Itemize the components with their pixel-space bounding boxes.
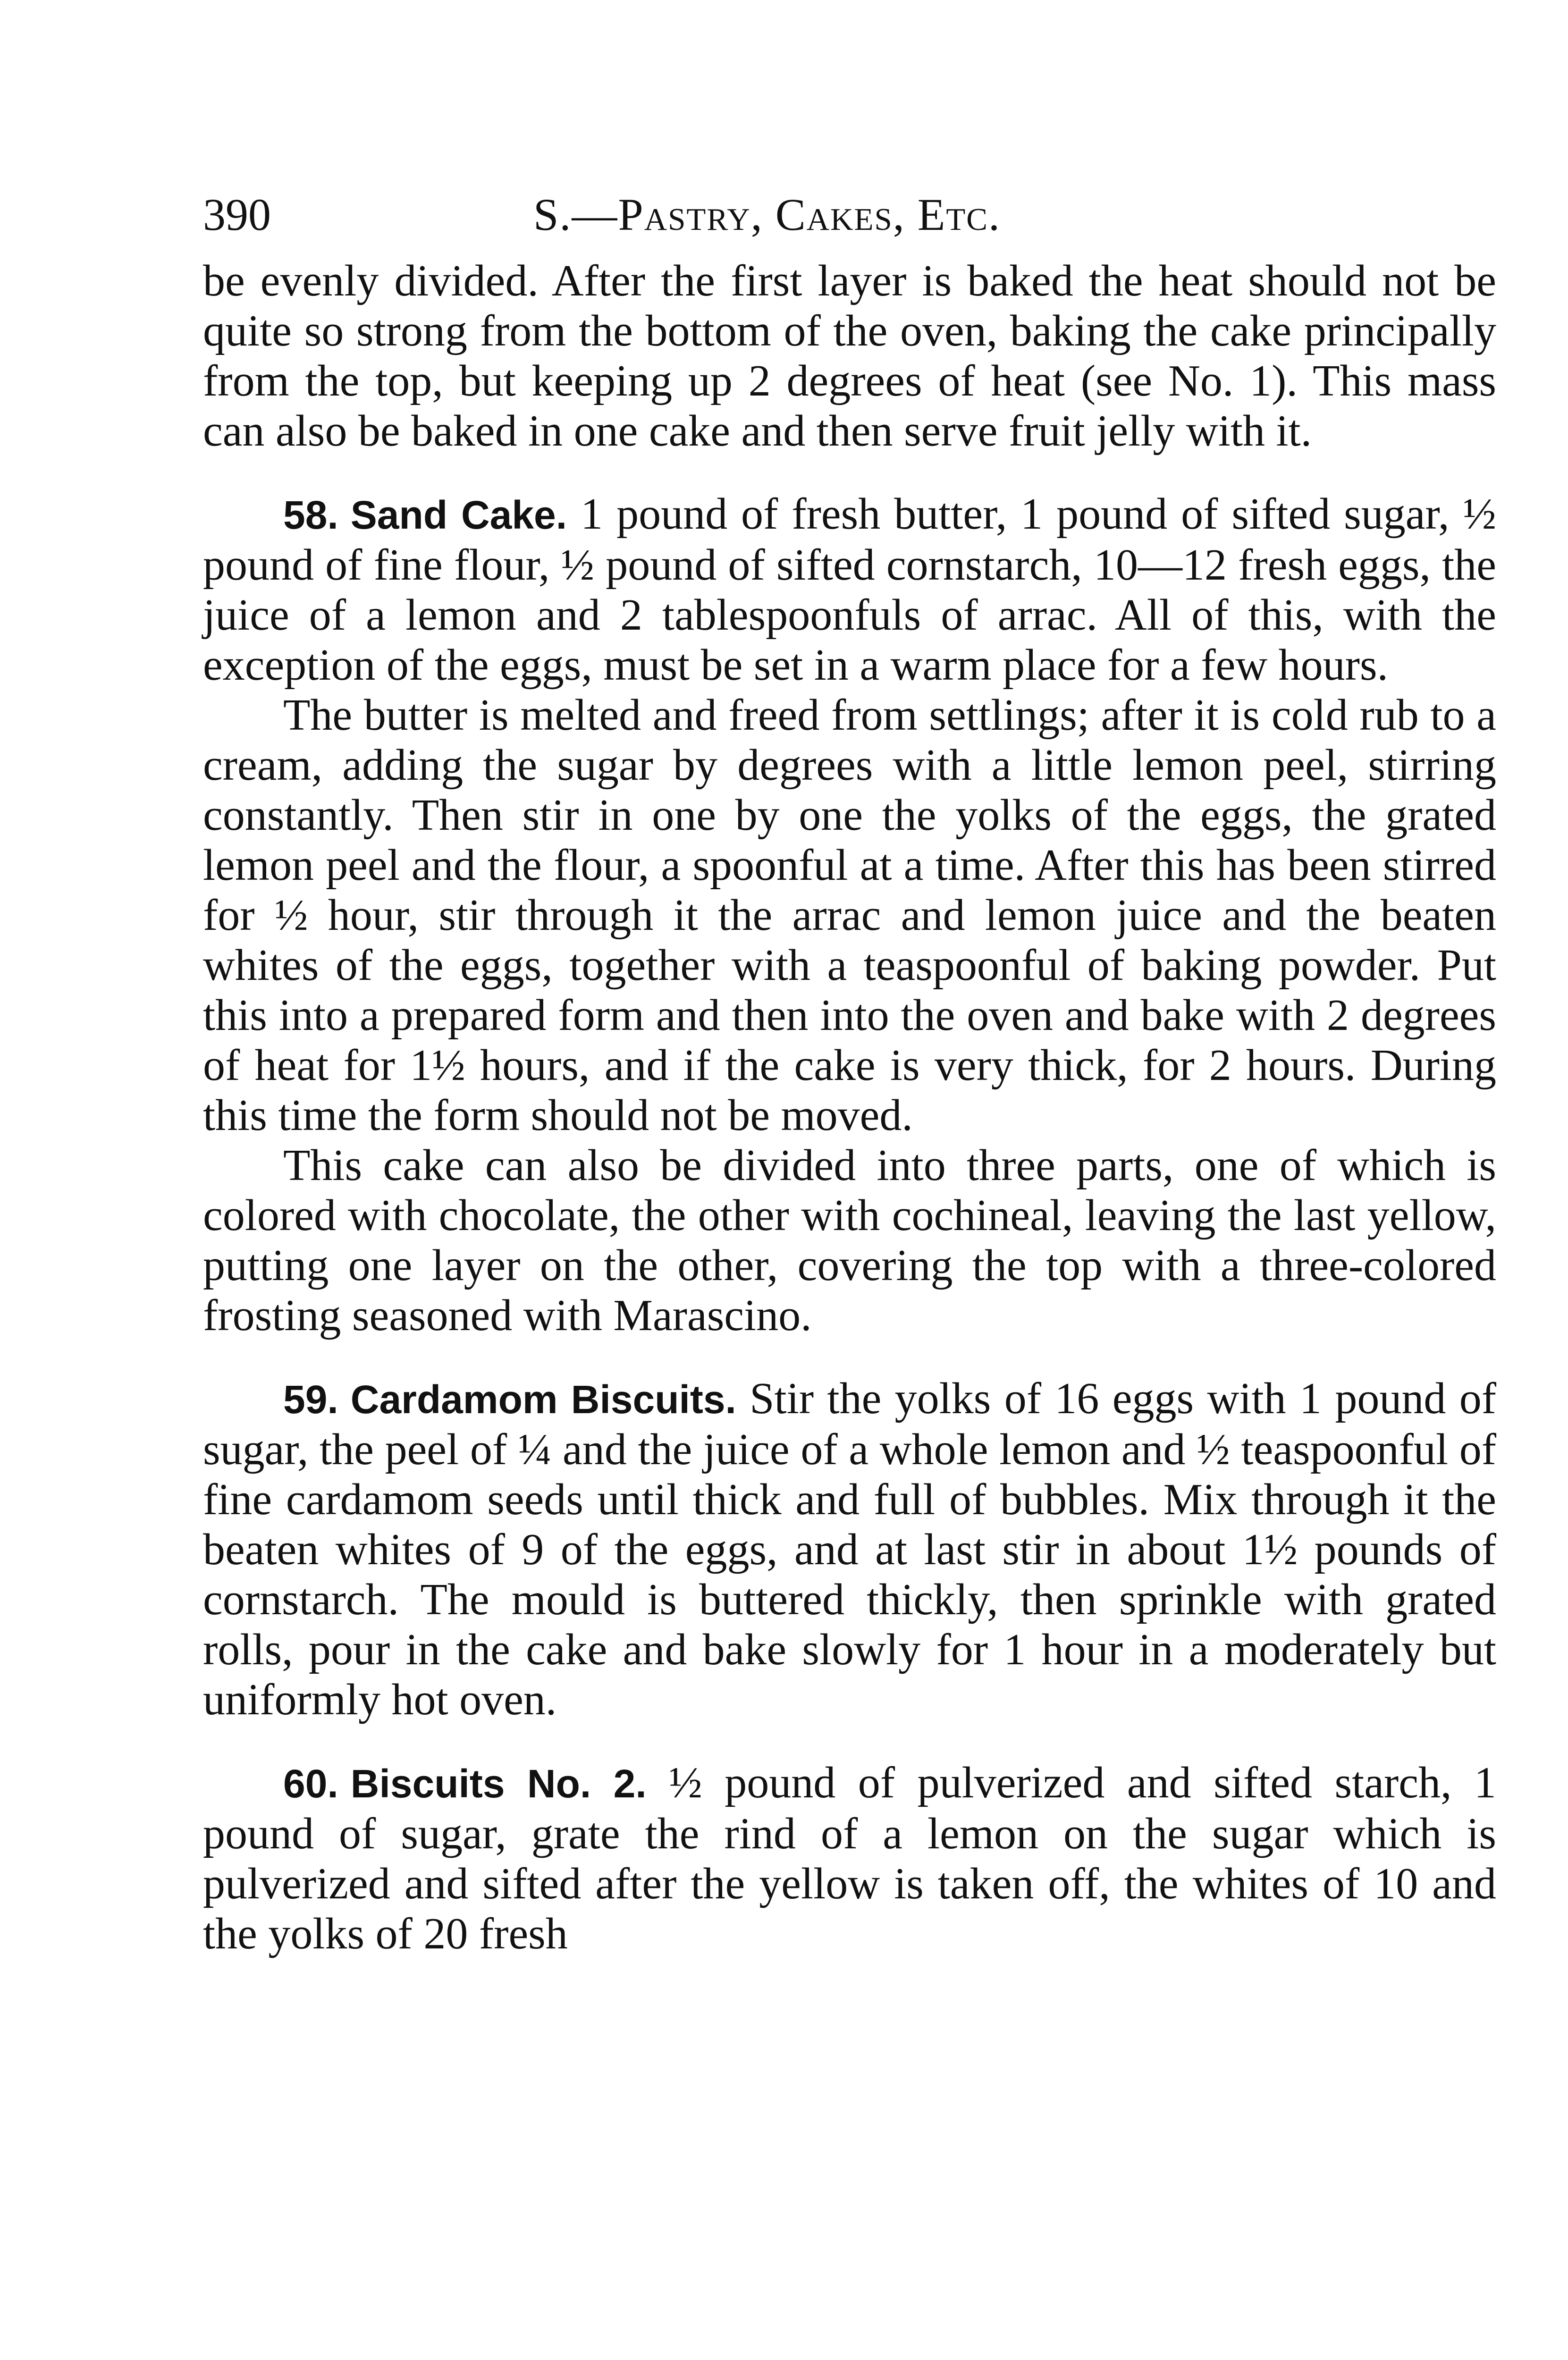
recipe-text: Stir the yolks of 16 eggs with 1 pound of sugar, the peel of ¼ and the juice of a whole lemon and ½ teaspoonful of fine cardamom seeds until thick and full of bubbles. Mix through it the beaten whites of 9 of the eggs, and at last stir in about 1½ pounds of cornstarch. The mould is buttered thickly, then sprinkle with grated rolls, pour in the cake and bake slowly for 1 hour in a moderately but uniformly hot oven. <box>203 1374 1497 1724</box>
recipe-title: Cardamom Biscuits. <box>350 1377 736 1422</box>
recipe-number: 59. <box>283 1377 338 1422</box>
recipe-cardamom-biscuits <box>203 1374 1496 1725</box>
recipe-text: ½ pound of pulverized and sifted starch, 1 pound of sugar, grate the rind of a lemon on the sugar which is pulverized and sifted after the yellow is taken off, the whites of 10 and the yolks of 20 fresh <box>203 1758 1496 1958</box>
recipe-number: 58. <box>283 493 338 537</box>
paragraph-text: The butter is melted and freed from settlings; after it is cold rub to a cream, adding the sugar by degrees with a little lemon peel, stirring constantly. Then stir in one by one the yolks of the eggs, the grated lemon peel and the flour, a spoonful at a time. After this has been stirred for ½ hour, stir through it the arrac and lemon juice and the beaten whites of the eggs, together with a teaspoonful of baking powder. Put this into a prepared form and then into the oven and bake with 2 degrees of heat for 1½ hours, and if the cake is very thick, for 2 hours. During this time the form should not be moved. <box>203 691 1496 1140</box>
recipe-title: Sand Cake. <box>350 493 567 537</box>
paragraph <box>203 1140 1496 1340</box>
running-title: S.—Pastry, Cakes, Etc. <box>533 189 1001 240</box>
paragraph-text: This cake can also be divided into three parts, one of which is colored with chocolate, the other with cochineal, leaving the last yellow, putting one layer on the other, covering the top with a three-colored frosting seasoned with Marascino. <box>203 1141 1496 1340</box>
running-head <box>203 179 1496 250</box>
page-number: 390 <box>203 189 271 240</box>
recipe-sand-cake <box>203 489 1496 690</box>
recipe-title: Biscuits No. 2. <box>350 1762 647 1806</box>
paragraph-text: be evenly divided. After the first layer is baked the heat should not be quite so strong from the bottom of the oven, baking the cake principally from the top, but keeping up 2 degrees of heat (see No. 1). This mass can also be baked in one cake and then serve fruit jelly with it. <box>203 256 1496 455</box>
recipe-number: 60. <box>283 1762 338 1806</box>
paragraph-continuation <box>203 256 1496 456</box>
body-text <box>203 256 1496 1959</box>
recipe-text: 1 pound of fresh butter, 1 pound of sifted sugar, ½ pound of fine flour, ½ pound of sifted cornstarch, 10—12 fresh eggs, the juice of a lemon and 2 tablespoonfuls of arrac. All of this, with the exception of the eggs, must be set in a warm place for a few hours. <box>203 489 1497 690</box>
paragraph <box>203 690 1496 1140</box>
recipe-biscuits-no-2 <box>203 1758 1496 1959</box>
book-page <box>203 179 1496 1959</box>
